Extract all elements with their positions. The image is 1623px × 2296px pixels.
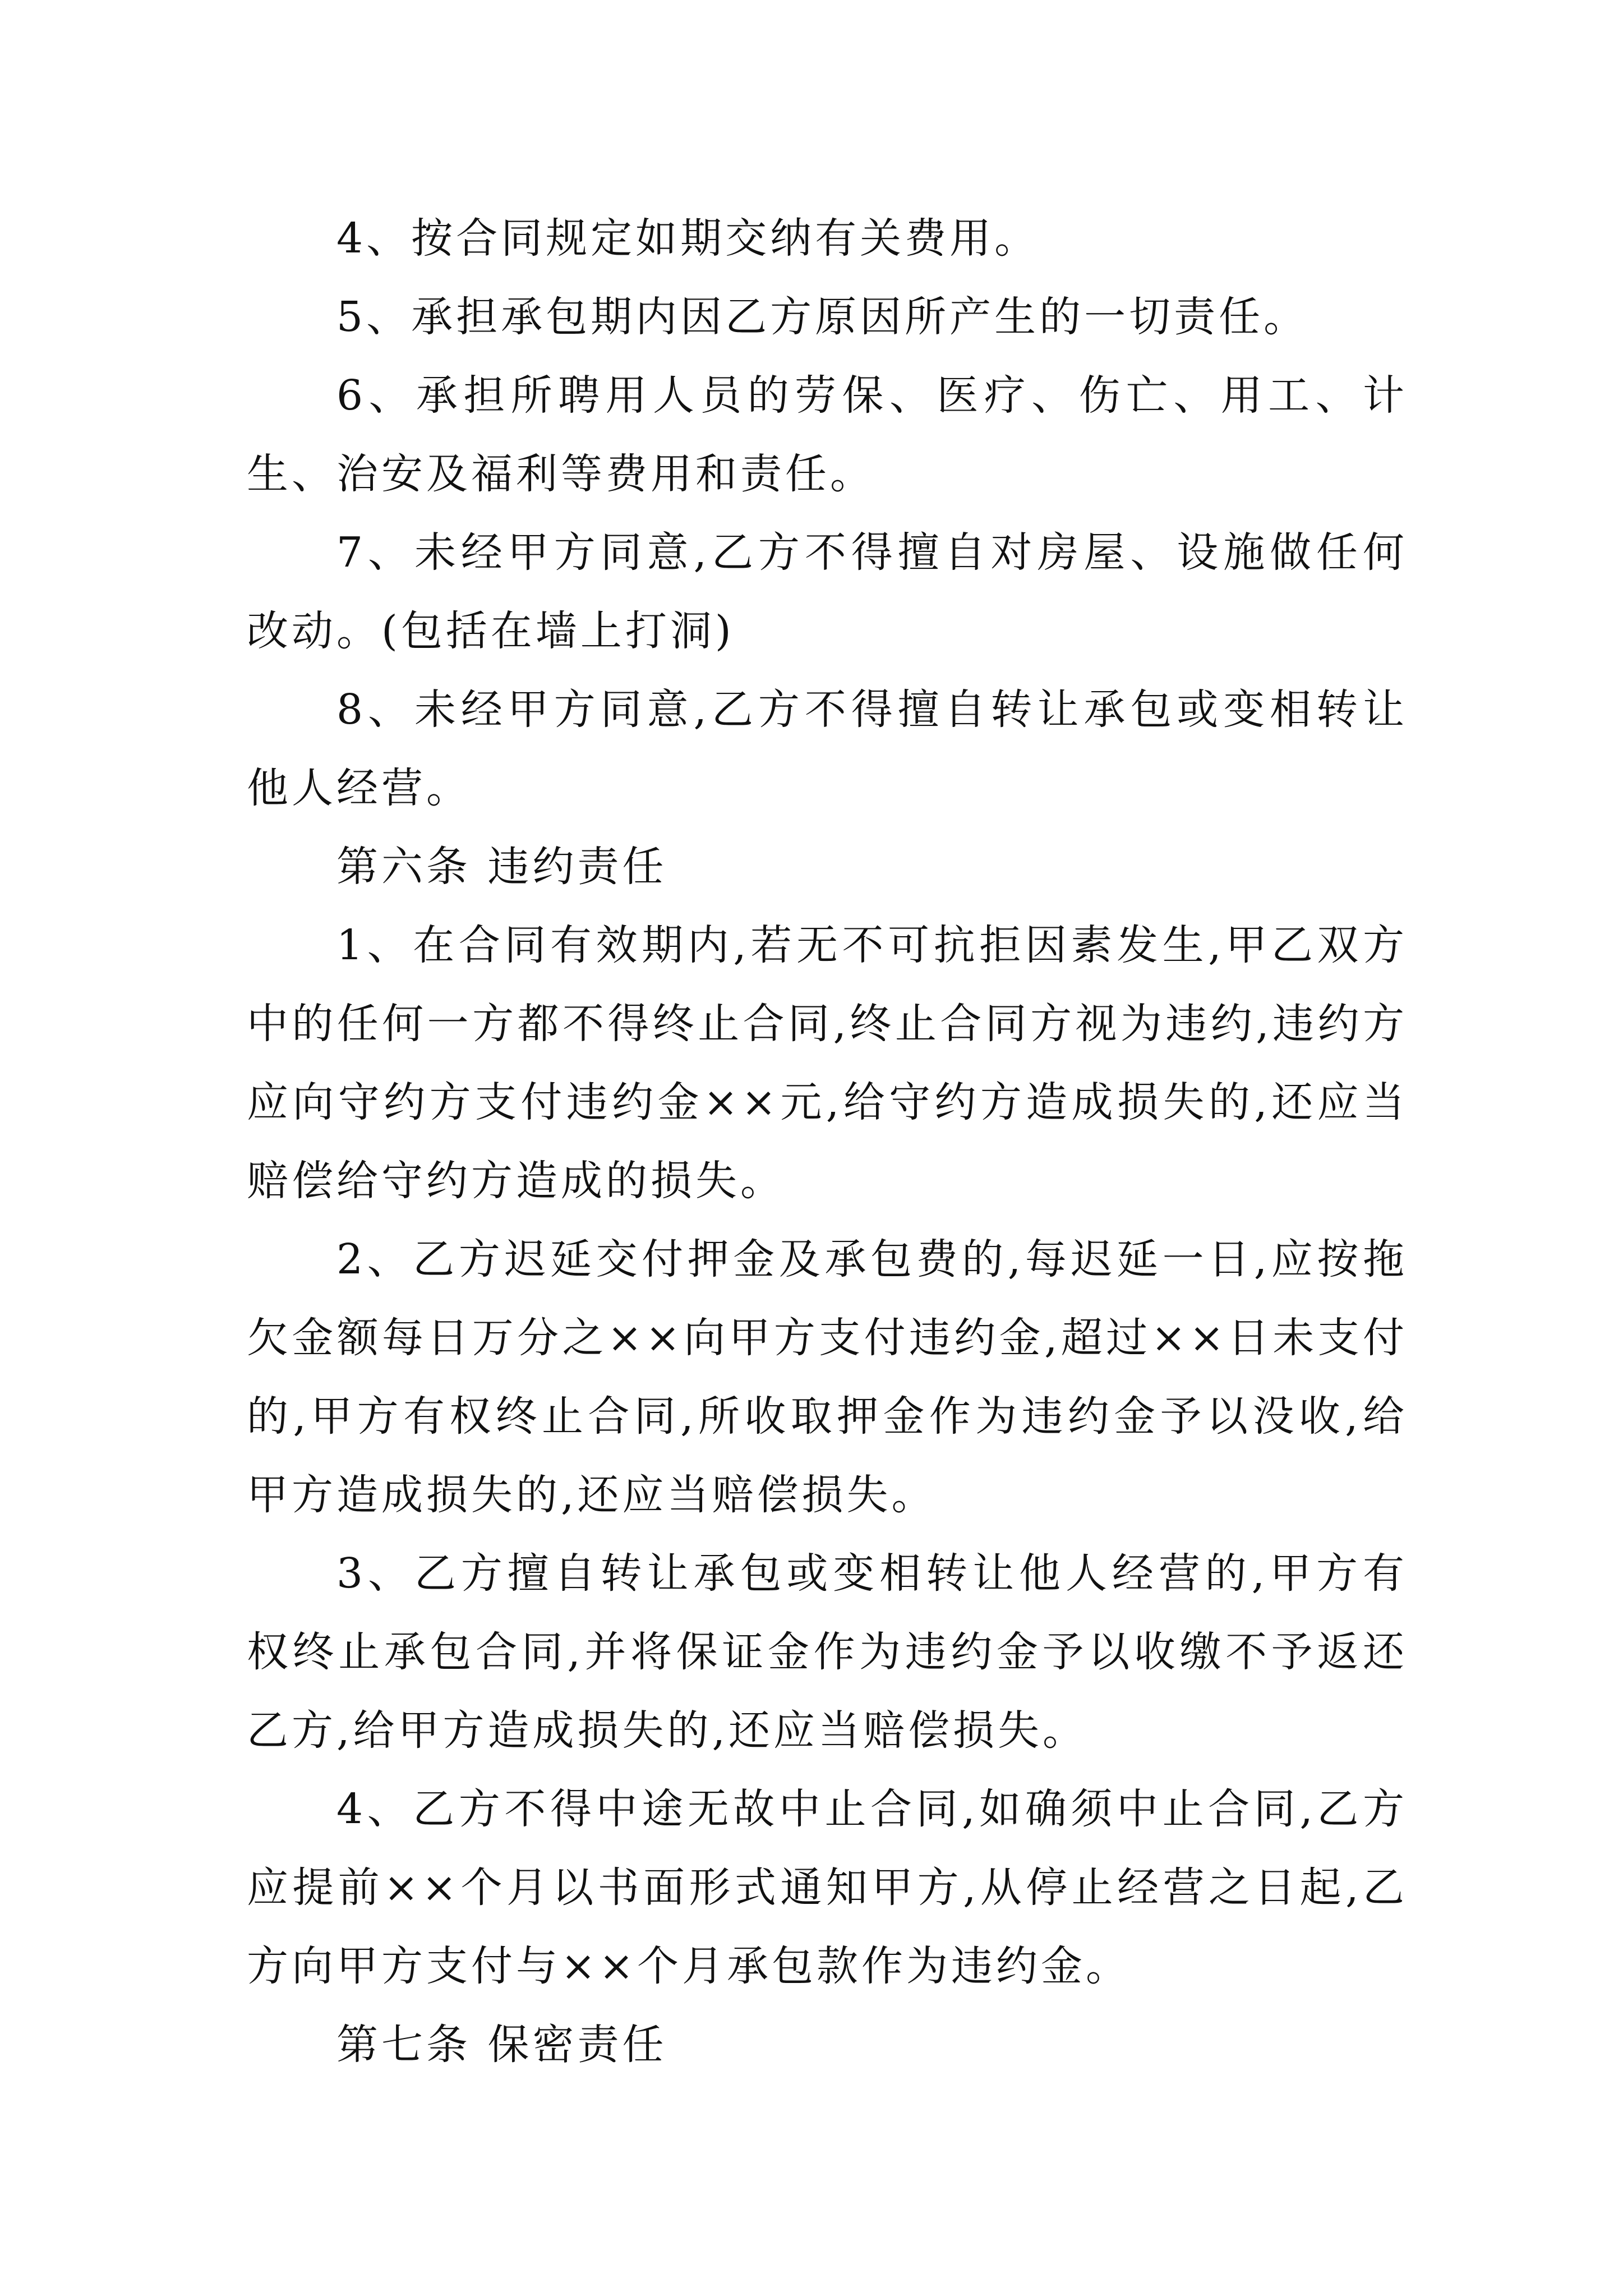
section-heading: 第六条 违约责任 xyxy=(336,843,667,891)
clause-paragraph: 5、承担承包期内因乙方原因所产生的一切责任。 xyxy=(336,293,1309,341)
clause-paragraph: 3、乙方擅自转让承包或变相转让他人经营的,甲方有权终止承包合同,并将保证金作为违约金予以收缴不予返还乙方,给甲方造成损失的,还应当赔偿损失。 xyxy=(247,1549,1408,1755)
clause-paragraph: 4、按合同规定如期交纳有关费用。 xyxy=(336,214,1040,263)
clause-paragraph: 6、承担所聘用人员的劳保、医疗、伤亡、用工、计生、治安及福利等费用和责任。 xyxy=(247,371,1408,498)
clause-paragraph: 2、乙方迟延交付押金及承包费的,每迟延一日,应按拖欠金额每日万分之××向甲方支付违约金,超过××日未支付的,甲方有权终止合同,所收取押金作为违约金予以没收,给甲方造成损失的,还应当赔偿损失。 xyxy=(247,1235,1408,1519)
clause-paragraph: 7、未经甲方同意,乙方不得擅自对房屋、设施做任何改动。(包括在墙上打洞) xyxy=(247,528,1408,655)
clause-paragraph: 4、乙方不得中途无故中止合同,如确须中止合同,乙方应提前××个月以书面形式通知甲方,从停止经营之日起,乙方向甲方支付与××个月承包款作为违约金。 xyxy=(247,1785,1408,1990)
document-body xyxy=(247,199,1408,2084)
section-heading: 第七条 保密责任 xyxy=(336,2021,667,2069)
clause-paragraph: 8、未经甲方同意,乙方不得擅自转让承包或变相转让他人经营。 xyxy=(247,685,1408,812)
clause-paragraph: 1、在合同有效期内,若无不可抗拒因素发生,甲乙双方中的任何一方都不得终止合同,终止合同方视为违约,违约方应向守约方支付违约金××元,给守约方造成损失的,还应当赔偿给守约方造成的损失。 xyxy=(247,921,1408,1205)
